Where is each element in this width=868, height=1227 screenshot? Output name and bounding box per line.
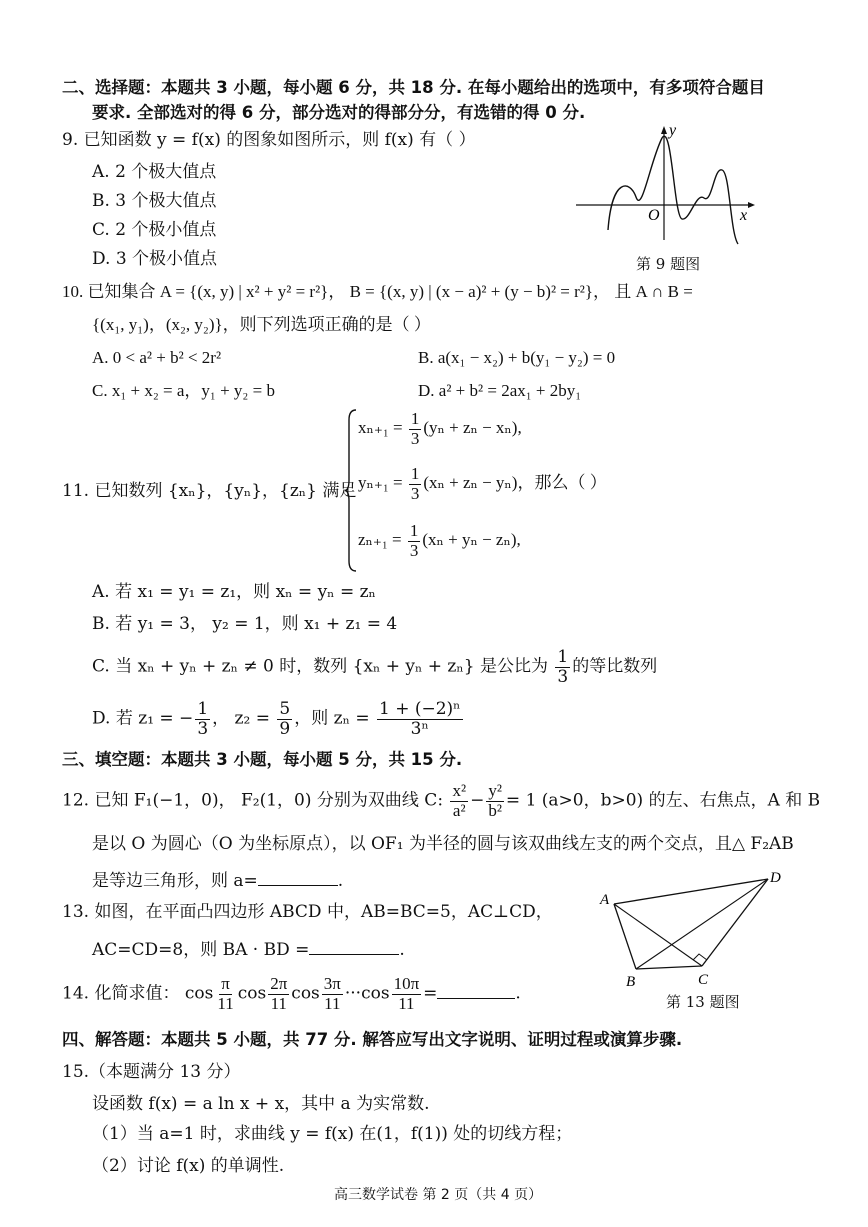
q14-fraction-3: $\frac{3\pi}{11}$ (323, 974, 341, 1013)
q12-answer-blank[interactable] (258, 871, 338, 886)
q10-option-c: C. x₁ + x₂ = a，y₁ + y₂ = b (92, 381, 275, 400)
q14-answer-blank[interactable] (437, 984, 515, 999)
q11-optd-fraction-3: $\frac{\text{1 + (−2)ⁿ}}{\text{3ⁿ}}$ (378, 699, 461, 739)
q11-optd-fraction-1: $\frac{1}{3}$ (197, 699, 209, 739)
q12-line1: 12. 已知 F₁(−1，0)， F₂(1，0) 分别为双曲线 C: $\frac{\text{x²}}{\text{a²}}$ − $\frac{\text{y²}}{\text{b²}}$ = 1 (a>0，b>0) 的左、右焦点，A 和 B (62, 781, 821, 820)
q9-option-d: D. 3 个极小值点 (92, 249, 218, 269)
q14-fraction-1: $\frac{\pi}{11}$ (217, 974, 234, 1013)
q15-head: 15.（本题满分 13 分） (62, 1062, 241, 1082)
q9-axis-y-label: y (669, 122, 677, 139)
q11-option-b: B. 若 y₁ = 3， y₂ = 1，则 x₁ + z₁ = 4 (92, 614, 398, 634)
q11-equation-1: xₙ₊₁ = $\frac{1}{3}$ (yₙ + zₙ − xₙ), (358, 409, 522, 448)
q13-line2: AC=CD=8，则 BA · BD = . (92, 940, 405, 960)
q9-axis-x-label: x (740, 207, 748, 224)
section-4-header: 四、解答题：本题共 5 小题，共 77 分. 解答应写出文字说明、证明过程或演算步骤. (62, 1030, 683, 1049)
q14-fraction-2: $\frac{2\pi}{11}$ (270, 974, 288, 1013)
q9-option-c: C. 2 个极小值点 (92, 220, 217, 240)
section-3-header: 三、填空题：本题共 3 小题，每小题 5 分，共 15 分. (62, 750, 463, 769)
q12-line2: 是以 O 为圆心（O 为坐标原点），以 OF₁ 为半径的圆与该双曲线左支的两个交点，且△ F₂AB (92, 834, 794, 854)
q9-stem: 9. 已知函数 y = f(x) 的图象如图所示，则 f(x) 有（ ） (62, 130, 476, 150)
q11-eq1-fraction: $\frac{1}{3}$ (410, 409, 420, 448)
q12-line3: 是等边三角形，则 a= . (92, 871, 344, 891)
q11-stem-post: ，那么（ ） (517, 473, 607, 493)
q11-stem (62, 481, 356, 501)
q13-quadrilateral-diagram (596, 862, 796, 992)
q9-x-arrow (748, 202, 755, 208)
q15-part2: （2）讨论 f(x) 的单调性. (92, 1156, 285, 1176)
q10-option-a: A. 0 < a² + b² < 2r² (92, 348, 222, 367)
q11-option-c: C. 当 xₙ + yₙ + zₙ ≠ 0 时，数列 {xₙ + yₙ + zₙ} 是公比为 $\frac{1}{3}$ 的等比数列 (92, 647, 658, 687)
q13-label-a: A (600, 892, 610, 908)
q9-caption: 第 9 题图 (636, 255, 701, 273)
q9-option-a: A. 2 个极大值点 (92, 162, 217, 182)
q10-stem-line2: {(x₁, y₁)，(x₂, y₂)}，则下列选项正确的是（ ） (92, 315, 431, 334)
q11-option-a: A. 若 x₁ = y₁ = z₁，则 xₙ = yₙ = zₙ (92, 582, 376, 602)
q11-stem-pre: 11. 已知数列 {xₙ}，{yₙ}，{zₙ} 满足 (62, 481, 357, 501)
q13-label-c: C (698, 972, 709, 988)
q10-option-b: B. a(x₁ − x₂) + b(y₁ − y₂) = 0 (418, 348, 616, 367)
section-2-header-line2: 要求. 全部选对的得 6 分，部分选对的得部分分，有选错的得 0 分. (92, 103, 586, 122)
q9-option-b: B. 3 个极大值点 (92, 191, 217, 211)
q11-optd-fraction-2: $\frac{5}{9}$ (279, 699, 291, 739)
q11-system-brace (345, 408, 357, 573)
q13-line1: 13. 如图，在平面凸四边形 ABCD 中，AB=BC=5，AC⊥CD， (62, 902, 553, 922)
q9-y-arrow (661, 126, 667, 134)
q11-option-d: D. 若 z₁ = − $\frac{1}{3}$ ， z₂ = $\frac{5}{9}$ ，则 zₙ = $\frac{\text{1 + (−2)ⁿ}}{\text{3ⁿ}}$ (92, 699, 461, 739)
q12-fraction-x: $\frac{\text{x²}}{\text{a²}}$ (452, 781, 467, 820)
q10-option-d: D. a² + b² = 2ax₁ + 2by₁ (418, 381, 582, 400)
section-2-header: 二、选择题：本题共 3 小题，每小题 6 分，共 18 分. 在每小题给出的选项中，有多项符合题目 (62, 78, 765, 97)
q11-equation-2: yₙ₊₁ = $\frac{1}{3}$ (xₙ + zₙ − yₙ)，那么（ ） (358, 464, 607, 503)
page-footer: 高三数学试卷 第 2 页（共 4 页） (334, 1187, 543, 1203)
q11-optc-fraction: $\frac{1}{3}$ (557, 647, 569, 687)
q11-eq3-fraction: $\frac{1}{3}$ (409, 521, 419, 560)
q9-origin-label: O (648, 207, 660, 224)
q14-fraction-4: $\frac{10\pi}{11}$ (393, 974, 420, 1013)
q15-part1: （1）当 a=1 时，求曲线 y = f(x) 在(1，f(1)) 处的切线方程； (92, 1124, 573, 1144)
q13-label-b: B (626, 974, 636, 990)
q12-fraction-y: $\frac{\text{y²}}{\text{b²}}$ (488, 781, 502, 820)
q13-answer-blank[interactable] (309, 940, 399, 955)
q10-stem: 10. 已知集合 A = {(x, y) | x² + y² = r²}， B = {(x, y) | (x − a)² + (y − b)² = r²}， 且 A ∩ B = (62, 282, 693, 301)
q11-eq2-fraction: $\frac{1}{3}$ (410, 464, 420, 503)
q15-line1: 设函数 f(x) = a ln x + x，其中 a 为实常数. (92, 1094, 430, 1114)
q14-line: 14. 化简求值： cos $\frac{\pi}{11}$ cos $\frac{2\pi}{11}$ cos $\frac{3\pi}{11}$ ···cos $\frac{10\pi}{11}$ = . (62, 974, 521, 1013)
q13-caption: 第 13 题图 (666, 993, 740, 1011)
q11-equation-3: zₙ₊₁ = $\frac{1}{3}$ (xₙ + yₙ − zₙ), (358, 521, 521, 560)
q9-curve (608, 136, 738, 244)
q9-function-graph (572, 122, 762, 252)
q13-label-d: D (770, 870, 781, 886)
